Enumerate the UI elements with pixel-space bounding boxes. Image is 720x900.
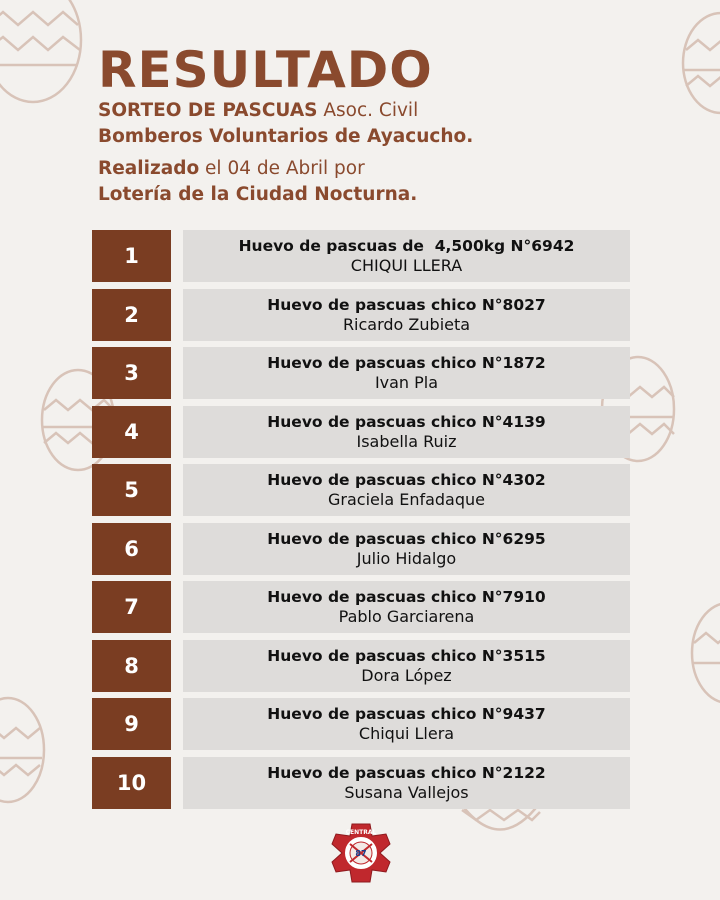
result-bar [183, 698, 630, 750]
logo-text-top: CENTRAL [345, 829, 377, 836]
result-prize: Huevo de pascuas chico N°3515 [267, 646, 546, 665]
result-bar [183, 640, 630, 692]
result-row [92, 347, 632, 399]
page-title: RESULTADO [98, 41, 433, 99]
subtitle-line-1-light: Asoc. Civil [317, 100, 419, 121]
result-prize: Huevo de pascuas de 4,500kg N°6942 [238, 237, 575, 255]
subtitle-line-3 [98, 156, 698, 182]
result-prize: Huevo de pascuas chico N°7910 [267, 588, 546, 606]
result-prize: Huevo de pascuas chico N°1872 [267, 354, 546, 372]
result-position: 3 [92, 347, 171, 399]
result-prize: Huevo de pascuas chico N°9437 [267, 705, 546, 723]
result-prize: Huevo de pascuas chico N°6295 [267, 529, 546, 548]
result-bar [183, 289, 630, 341]
result-position: 1 [92, 230, 171, 282]
result-prize: Huevo de pascuas chico N°4139 [267, 412, 546, 431]
result-row [92, 289, 632, 341]
result-prize: Huevo de pascuas chico N°4302 [267, 471, 546, 489]
subtitle-line-3-bold: Realizado [98, 158, 200, 179]
result-bar [183, 230, 630, 282]
result-winner: Julio Hidalgo [356, 548, 457, 568]
result-winner: Susana Vallejos [344, 782, 469, 802]
result-row [92, 640, 632, 692]
header [98, 42, 698, 208]
subtitle-line-4 [98, 182, 698, 208]
result-position: 6 [92, 523, 171, 575]
result-winner: Ricardo Zubieta [342, 314, 471, 334]
result-row [92, 464, 632, 516]
result-position: 5 [92, 464, 171, 516]
result-winner: CHIQUI LLERA [350, 256, 463, 275]
result-winner: Ivan Pla [374, 373, 439, 392]
result-row [92, 406, 632, 458]
results-list [92, 230, 632, 815]
result-winner: Isabella Ruiz [356, 431, 457, 451]
result-winner: Chiqui Llera [358, 724, 455, 743]
result-row [92, 581, 632, 633]
result-bar [183, 757, 630, 809]
result-prize: Huevo de pascuas chico N°2122 [267, 763, 546, 782]
result-bar [183, 406, 630, 458]
result-winner: Dora López [361, 665, 452, 685]
subtitle-line-2 [98, 124, 698, 150]
result-winner: Pablo Garciarena [338, 607, 475, 626]
easter-egg-icon [0, 0, 88, 105]
result-position: 10 [92, 757, 171, 809]
result-position: 4 [92, 406, 171, 458]
firefighters-logo [330, 822, 392, 884]
result-row [92, 698, 632, 750]
subtitle-line-2-bold: Bomberos Voluntarios de Ayacucho. [98, 126, 474, 147]
result-bar [183, 347, 630, 399]
result-position: 2 [92, 289, 171, 341]
easter-egg-icon [0, 690, 50, 810]
result-row [92, 523, 632, 575]
result-prize: Huevo de pascuas chico N°8027 [267, 295, 546, 314]
result-bar [183, 523, 630, 575]
easter-egg-icon [688, 598, 720, 708]
result-row [92, 757, 632, 809]
result-bar [183, 581, 630, 633]
result-row [92, 230, 632, 282]
logo-number: 87 [355, 849, 367, 858]
result-position: 7 [92, 581, 171, 633]
subtitle-line-1 [98, 98, 698, 124]
subtitle-line-1-bold: SORTEO DE PASCUAS [98, 100, 318, 121]
result-position: 9 [92, 698, 171, 750]
subtitle-line-4-bold: Lotería de la Ciudad Nocturna. [98, 184, 418, 205]
result-winner: Graciela Enfadaque [328, 490, 485, 509]
result-bar [183, 464, 630, 516]
result-position: 8 [92, 640, 171, 692]
subtitle-line-3-light: el 04 de Abril por [199, 158, 365, 179]
